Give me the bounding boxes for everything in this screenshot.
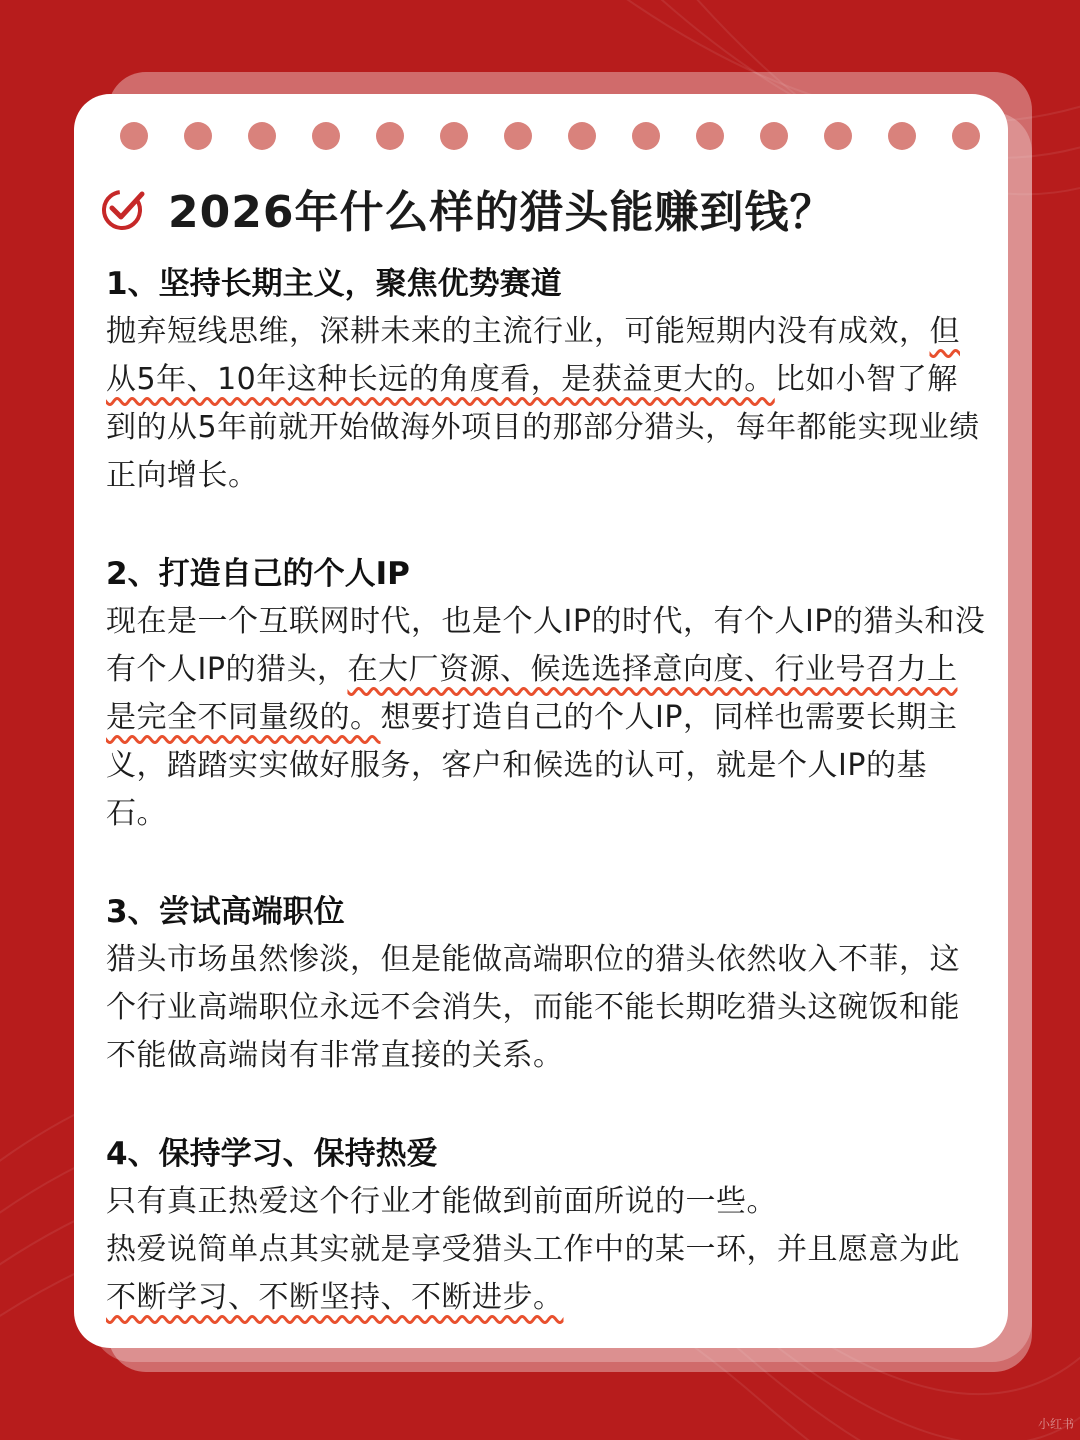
binding-holes bbox=[120, 122, 970, 152]
section-heading: 4、保持学习、保持热爱 bbox=[106, 1136, 438, 1172]
highlighted-text: 不断学习、不断坚持、不断进步。 bbox=[106, 1280, 564, 1315]
binding-hole bbox=[184, 122, 212, 150]
binding-hole bbox=[440, 122, 468, 150]
text-span: 热爱说简单点其实就是享受猎头工作中的某一环，并且愿意为此 bbox=[106, 1232, 960, 1267]
checkmark-icon bbox=[100, 184, 148, 232]
binding-hole bbox=[952, 122, 980, 150]
section-text bbox=[106, 598, 986, 838]
binding-hole bbox=[568, 122, 596, 150]
section-3 bbox=[106, 888, 986, 1080]
section-4 bbox=[106, 1130, 986, 1322]
binding-hole bbox=[120, 122, 148, 150]
page-title: 2026年什么样的猎头能赚到钱？ bbox=[168, 187, 835, 238]
section-text bbox=[106, 1178, 986, 1322]
section-1 bbox=[106, 260, 986, 500]
title-row bbox=[100, 178, 834, 238]
section-heading: 2、打造自己的个人IP bbox=[106, 556, 410, 592]
text-span: 猎头市场虽然惨淡，但是能做高端职位的猎头依然收入不菲，这个行业高端职位永远不会消失，而能不能长期吃猎头这碗饭和能不能做高端岗有非常直接的关系。 bbox=[106, 942, 960, 1073]
text-span: 抛弃短线思维，深耕未来的主流行业，可能短期内没有成效， bbox=[106, 314, 930, 349]
section-heading: 3、尝试高端职位 bbox=[106, 894, 345, 930]
binding-hole bbox=[696, 122, 724, 150]
section-2 bbox=[106, 550, 986, 838]
binding-hole bbox=[376, 122, 404, 150]
binding-hole bbox=[504, 122, 532, 150]
section-heading: 1、坚持长期主义，聚焦优势赛道 bbox=[106, 266, 562, 302]
text-span: 比如小智了解到的从5年前就开始做海外项目的那部分猎头，每年都能实现业绩正向增长。 bbox=[106, 362, 980, 493]
section-text bbox=[106, 308, 986, 500]
section-text bbox=[106, 936, 986, 1080]
binding-hole bbox=[312, 122, 340, 150]
article-body bbox=[106, 260, 986, 1372]
binding-hole bbox=[760, 122, 788, 150]
text-span: 现在是一个互联网时代，也是个人IP的时代，有个人IP的猎头和没有个人IP的猎头， bbox=[106, 604, 986, 687]
highlighted-text: 在大厂资源、候选选择意向度、行业号召力上是完全不同量级的。 bbox=[106, 652, 958, 735]
highlighted-text: 但从5年、10年这种长远的角度看，是获益更大的。 bbox=[106, 314, 960, 397]
binding-hole bbox=[632, 122, 660, 150]
watermark: 小红书 bbox=[1037, 1417, 1074, 1431]
text-span: 想要打造自己的个人IP，同样也需要长期主义，踏踏实实做好服务，客户和候选的认可，就是个人IP的基石。 bbox=[106, 700, 958, 831]
binding-hole bbox=[248, 122, 276, 150]
note-card bbox=[74, 94, 1008, 1348]
binding-hole bbox=[888, 122, 916, 150]
binding-hole bbox=[824, 122, 852, 150]
text-span: 只有真正热爱这个行业才能做到前面所说的一些。 bbox=[106, 1184, 777, 1219]
